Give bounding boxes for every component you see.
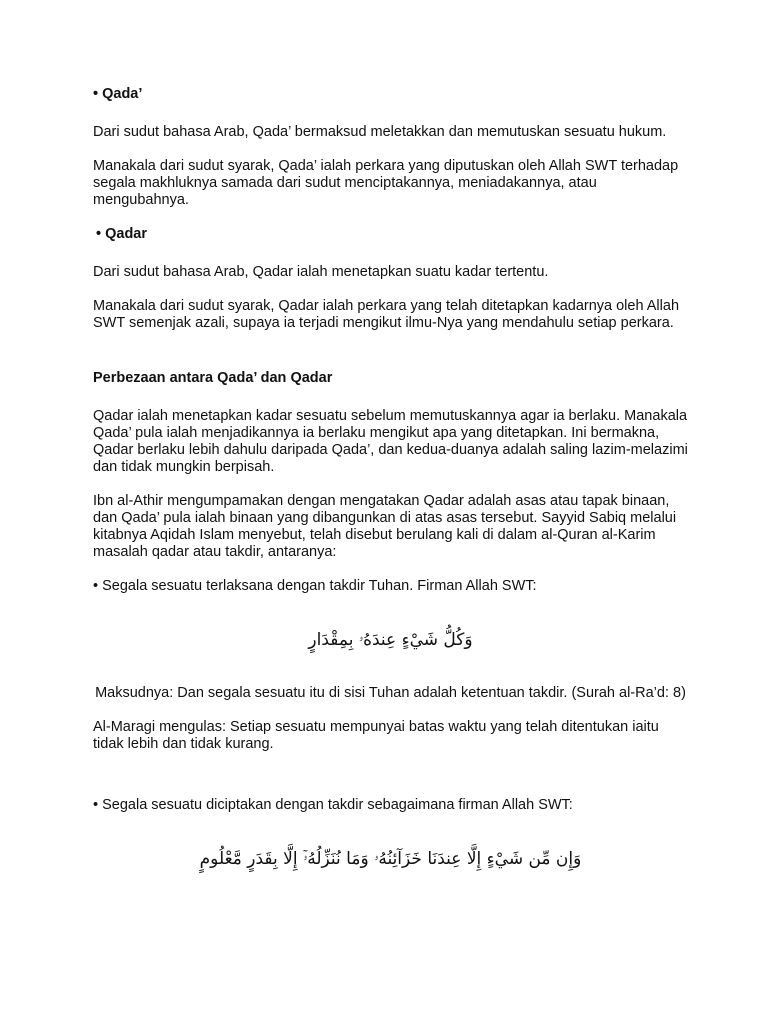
qada-language-definition: Dari sudut bahasa Arab, Qada’ bermaksud meletakkan dan memutuskan sesuatu hukum. [93,124,667,140]
arabic-verse-1: وَكُلُّ شَيْءٍ عِندَهُۥ بِمِقْدَارٍ [308,630,473,650]
heading-qada: • Qada’ [93,86,143,102]
document-page [93,86,688,887]
qadar-language-definition: Dari sudut bahasa Arab, Qadar ialah menetapkan suatu kadar tertentu. [93,264,549,280]
perbezaan-paragraph-1: Qadar ialah menetapkan kadar sesuatu sebelum memutuskannya agar ia berlaku. Manakala Qada’ pula ialah menjadikannya ia berlaku mengikut apa yang ditetapkan. Ini bermakna, Qadar berlaku lebih dahulu daripada Qada’, dan kedua-duanya adalah saling lazim-melazimi dan tidak mungkin berpisah. [93,408,688,475]
heading-perbezaan: Perbezaan antara Qada’ dan Qadar [93,370,333,386]
al-maragi-comment: Al-Maragi mengulas: Setiap sesuatu mempunyai batas waktu yang telah ditentukan iaitu tidak lebih dan tidak kurang. [93,719,659,752]
qada-syarak-definition: Manakala dari sudut syarak, Qada’ ialah perkara yang diputuskan oleh Allah SWT terhadap segala makhluknya samada dari sudut menciptakannya, meniadakannya, atau mengubahnya. [93,158,679,208]
bullet-takdir-tuhan: • Segala sesuatu terlaksana dengan takdir Tuhan. Firman Allah SWT: [93,578,537,594]
heading-qadar: • Qadar [96,226,148,242]
perbezaan-paragraph-2: Ibn al-Athir mengumpamakan dengan mengatakan Qadar adalah asas atau tapak binaan, dan Qada’ pula ialah binaan yang dibangunkan di atas asas tersebut. Sayyid Sabiq melalui kitabnya Aqidah Islam menyebut, telah disebut berulang kali di dalam al-Quran al-Karim masalah qadar atau takdir, antaranya: [93,493,677,560]
maksud-verse-1: Maksudnya: Dan segala sesuatu itu di sisi Tuhan adalah ketentuan takdir. (Surah al-Ra’d: 8) [95,685,686,701]
arabic-verse-2: وَإِن مِّن شَيْءٍ إِلَّا عِندَنَا خَزَآئِنُهُۥ وَمَا نُنَزِّلُهُۥٓ إِلَّا بِقَدَرٍ مَّعْلُومٍ [199,849,582,869]
bullet-diciptakan-takdir: • Segala sesuatu diciptakan dengan takdir sebagaimana firman Allah SWT: [93,797,573,813]
qadar-syarak-definition: Manakala dari sudut syarak, Qadar ialah perkara yang telah ditetapkan kadarnya oleh Allah SWT semenjak azali, supaya ia terjadi mengikut ilmu-Nya yang mendahulu setiap perkara. [93,298,680,331]
